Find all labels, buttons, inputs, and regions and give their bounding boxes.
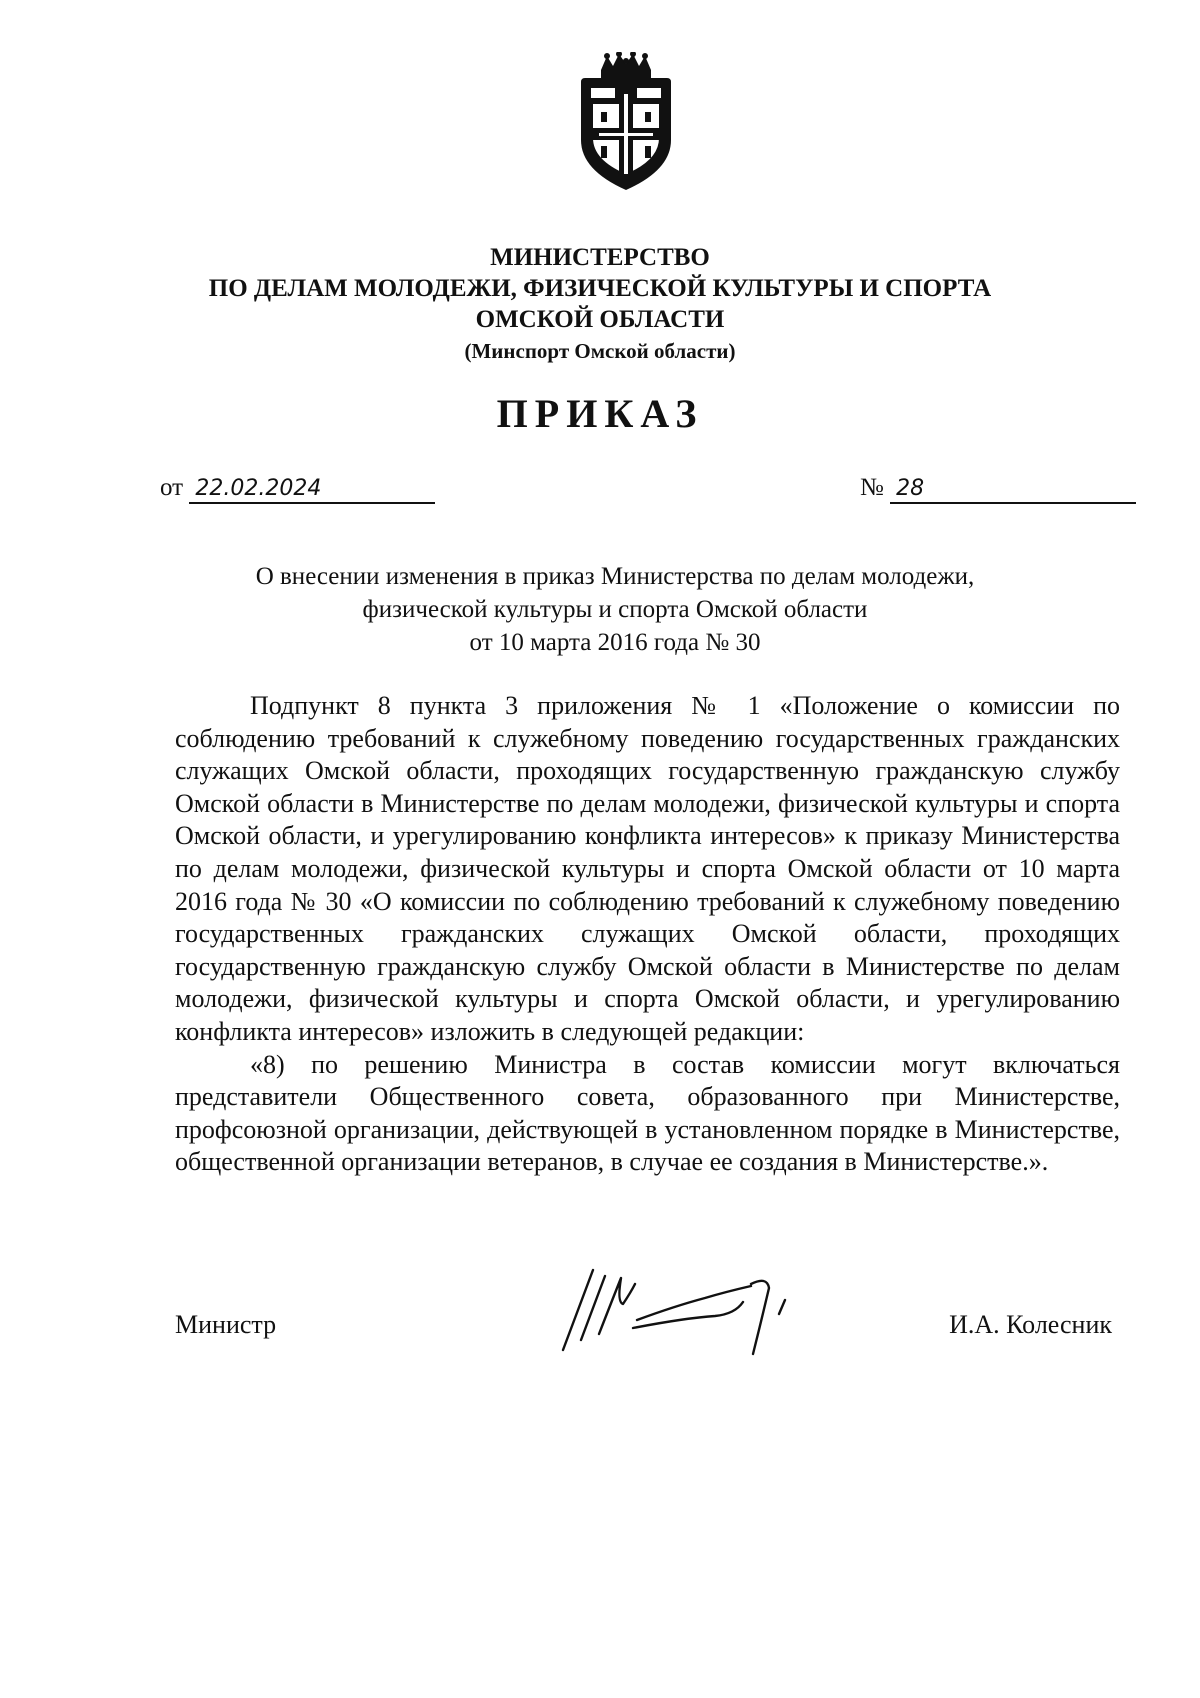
date-value: 22.02.2024 (189, 476, 435, 504)
coat-of-arms-icon (571, 52, 681, 192)
signer-title: Министр (175, 1310, 277, 1339)
ministry-header (180, 242, 1020, 368)
header-line-2: ПО ДЕЛАМ МОЛОДЕЖИ, ФИЗИЧЕСКОЙ КУЛЬТУРЫ И СПОРТА (208, 275, 992, 302)
subject-line-1: О внесении изменения в приказ Министерства по делам молодежи, (255, 563, 975, 590)
body-paragraph-2: «8) по решению Министра в состав комиссии могут включаться представители Общественного совета, образованного при Министерстве, профсоюзной организации, действующей в установленном порядке в Министерстве, общественной организации ветеранов, в случае ее создания в Министерстве.». (175, 1049, 1120, 1177)
header-line-3: ОМСКОЙ ОБЛАСТИ (475, 306, 725, 333)
number-value: 28 (890, 476, 1136, 504)
subject-line-3: от 10 марта 2016 года № 30 (469, 629, 761, 656)
date-label: от (160, 474, 184, 501)
number-field (860, 474, 1136, 504)
number-label: № (860, 474, 884, 501)
signer-name: И.А. Колесник (949, 1310, 1112, 1339)
order-subject (200, 560, 1030, 659)
order-body (175, 690, 1120, 1179)
subject-line-2: физической культуры и спорта Омской области (362, 596, 868, 623)
header-line-1: МИНИСТЕРСТВО (490, 244, 710, 271)
document-type-title: ПРИКАЗ (496, 391, 704, 436)
body-paragraph-1: Подпункт 8 пункта 3 приложения № 1 «Положение о комиссии по соблюдению требований к служебному поведению государственных гражданских служащих Омской области, проходящих государственную гражданскую службу Омской области в Министерстве по делам молодежи, физической культуры и спорта Омской области, и урегулированию конфликта интересов» к приказу Министерства по делам молодежи, физической культуры и спорта Омской области от 10 марта 2016 года № 30 «О комиссии по соблюдению требований к служебному поведению государственных гражданских служащих Омской области, проходящих государственную гражданскую службу Омской области в Министерстве по делам молодежи, физической культуры и спорта Омской области, и урегулированию конфликта интересов» изложить в следующей редакции: (175, 691, 1120, 1046)
header-short-name: (Минспорт Омской области) (464, 339, 736, 363)
handwritten-signature-icon (555, 1262, 805, 1362)
date-field (160, 474, 435, 504)
